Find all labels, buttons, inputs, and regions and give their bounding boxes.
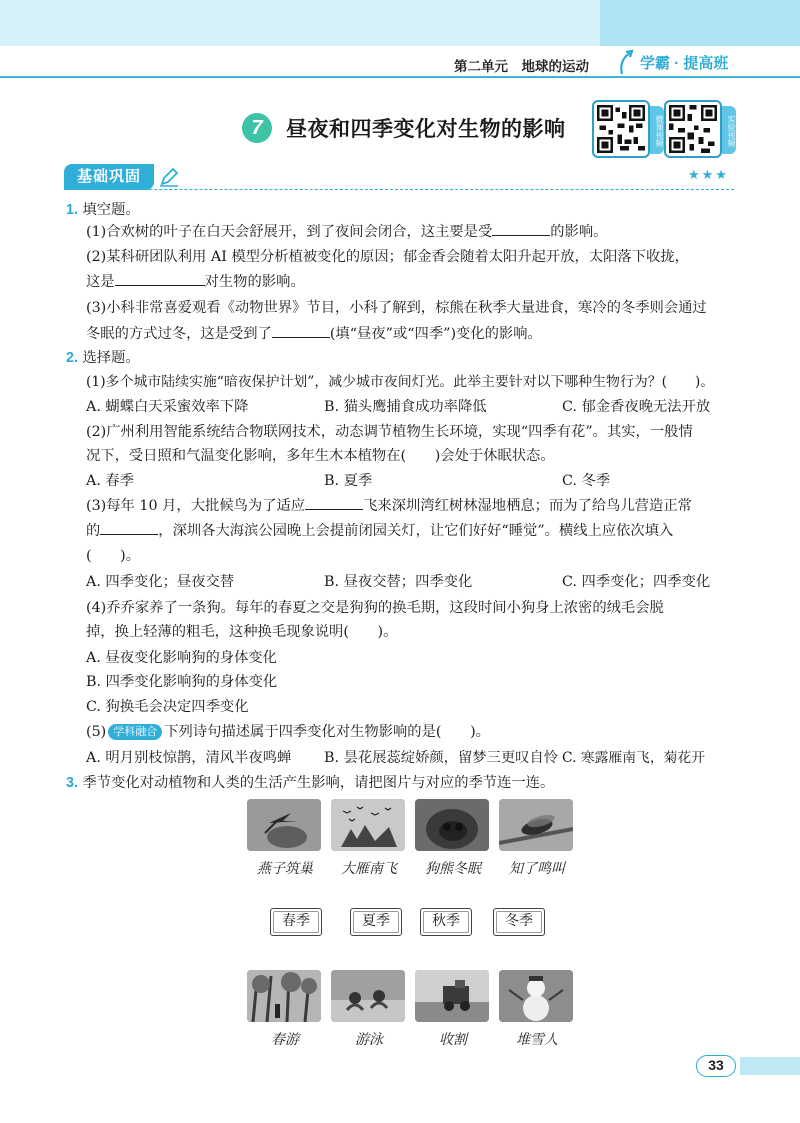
- text: 的: [86, 523, 101, 539]
- q2-sub2-option-a[interactable]: A. 春季: [86, 473, 135, 489]
- q2-sub3-option-a[interactable]: A. 四季变化；昼夜交替: [86, 574, 235, 590]
- q2-sub4-stem-2: 掉，换上轻薄的粗毛，这种换毛现象说明( )。: [86, 624, 398, 640]
- qr-code-icon: [597, 105, 645, 153]
- text: (1)合欢树的叶子在白天会舒展开，到了夜间会闭合，这主要是受: [86, 224, 493, 240]
- q2-sub4-stem-1: (4)乔乔家养了一条狗。每年的春夏之交是狗狗的换毛期，这段时间小狗身上浓密的绒毛会脱: [86, 600, 664, 616]
- text: 下列诗句描述属于四季变化对生物影响的是( )。: [164, 724, 490, 740]
- q1-line-4: (3)小科非常喜爱观看《动物世界》节目，小科了解到，棕熊在秋季大量进食，寒冷的冬季则会通过: [86, 300, 707, 316]
- pencil-icon: [158, 166, 180, 188]
- q2-sub2-option-b[interactable]: B. 夏季: [324, 473, 373, 489]
- question-1-header: [66, 200, 140, 220]
- spring-outing-image: [247, 970, 321, 1022]
- answer-blank[interactable]: [100, 521, 158, 535]
- q1-line-2: (2)某科研团队利用 AI 模型分析植被变化的原因；郁金香会随着太阳升起开放，太阳落下收拢，: [86, 249, 689, 265]
- q2-sub1-option-a[interactable]: A. 蝴蝶白天采蜜效率下降: [86, 399, 249, 415]
- swallow-image: [247, 799, 321, 851]
- caption-cicada: 知了鸣叫: [509, 861, 565, 877]
- brand-text: 学霸 · 提高班: [640, 54, 729, 72]
- q2-sub3-option-b[interactable]: B. 昼夜交替；四季变化: [324, 574, 473, 590]
- q1-line-1: [86, 222, 607, 242]
- season-winter[interactable]: 冬季: [493, 908, 545, 936]
- question-title: 季节变化对动植物和人类的生活产生影响，请把图片与对应的季节连一连。: [82, 775, 555, 791]
- qr-tab-experiment: 实验视频: [722, 106, 736, 154]
- photo-geese-south[interactable]: [331, 799, 405, 851]
- q1-line-5: [86, 324, 542, 344]
- qr-tab-micro-lesson: 微课视频: [650, 106, 664, 154]
- difficulty-stars: ★★★: [688, 168, 729, 183]
- photo-swimming[interactable]: [331, 970, 405, 1022]
- geese-image: [331, 799, 405, 851]
- q1-line-3: [86, 272, 305, 292]
- answer-blank[interactable]: [492, 222, 550, 236]
- unit-label: 第二单元 地球的运动: [454, 59, 589, 74]
- page-number-band: [740, 1057, 800, 1075]
- q2-sub4-option-c[interactable]: C. 狗换毛会决定四季变化: [86, 699, 249, 715]
- text: ，深圳各大海滨公园晚上会提前闭园关灯，让它们好好“睡觉”。横线上应依次填入: [158, 523, 674, 539]
- caption-swimming: 游泳: [355, 1032, 383, 1048]
- brand: [616, 48, 728, 76]
- caption-harvest: 收割: [439, 1032, 467, 1048]
- season-autumn[interactable]: 秋季: [420, 908, 472, 936]
- q2-sub5-option-b[interactable]: B. 昙花展蕊绽娇颜，留梦三更叹自怜: [324, 750, 559, 766]
- q2-sub5-option-a[interactable]: A. 明月别枝惊鹊，清风半夜鸣蝉: [86, 750, 292, 766]
- answer-blank[interactable]: [272, 324, 330, 338]
- header-rule: [0, 76, 800, 78]
- text: 冬眠的方式过冬，这是受到了: [86, 326, 272, 342]
- section-divider: [64, 189, 734, 190]
- text: (填“昼夜”或“四季”)变化的影响。: [329, 326, 542, 342]
- caption-snowman: 堆雪人: [516, 1032, 558, 1048]
- question-3-header: [66, 773, 554, 793]
- section-title: 基础巩固: [64, 164, 154, 190]
- q2-sub2-stem-2: 况下，受日照和气温变化影响，多年生木本植物在( )会处于休眠状态。: [86, 448, 555, 464]
- cicada-image: [499, 799, 573, 851]
- question-2-header: [66, 348, 140, 368]
- photo-bear-hibernate[interactable]: [415, 799, 489, 851]
- page-number: 33: [696, 1055, 736, 1077]
- text: 的影响。: [550, 224, 608, 240]
- q2-sub1-option-b[interactable]: B. 猫头鹰捕食成功率降低: [324, 399, 487, 415]
- question-number: 3.: [66, 775, 78, 791]
- photo-swallow-nest[interactable]: [247, 799, 321, 851]
- photo-snowman[interactable]: [499, 970, 573, 1022]
- q2-sub3-stem-3: ( )。: [86, 548, 141, 564]
- text: 这是: [86, 274, 115, 290]
- q2-sub3-stem-1: [86, 496, 692, 516]
- subject-integration-badge: 学科融合: [108, 724, 162, 740]
- text: (5): [86, 724, 107, 740]
- bear-image: [415, 799, 489, 851]
- photo-cicada[interactable]: [499, 799, 573, 851]
- text: 飞来深圳湾红树林湿地栖息；而为了给鸟儿营造正常: [363, 498, 692, 514]
- qr-code-experiment[interactable]: [664, 100, 722, 158]
- q2-sub4-option-b[interactable]: B. 四季变化影响狗的身体变化: [86, 674, 278, 690]
- q2-sub3-option-c[interactable]: C. 四季变化；四季变化: [562, 574, 711, 590]
- q2-sub3-stem-2: [86, 521, 673, 541]
- text: 对生物的影响。: [204, 274, 305, 290]
- question-title: 填空题。: [82, 202, 140, 218]
- photo-harvest[interactable]: [415, 970, 489, 1022]
- caption-geese-south: 大雁南飞: [341, 861, 397, 877]
- answer-blank[interactable]: [115, 272, 205, 286]
- caption-spring-outing: 春游: [271, 1032, 299, 1048]
- season-spring[interactable]: 春季: [270, 908, 322, 936]
- lesson-number-badge: 7: [242, 113, 272, 143]
- answer-blank[interactable]: [305, 496, 363, 510]
- lesson-title: 昼夜和四季变化对生物的影响: [286, 118, 566, 141]
- q2-sub5-option-c[interactable]: C. 寒露雁南飞，菊花开: [562, 750, 706, 766]
- question-number: 2.: [66, 350, 78, 366]
- caption-swallow-nest: 燕子筑巢: [257, 861, 313, 877]
- photo-spring-outing[interactable]: [247, 970, 321, 1022]
- q2-sub2-option-c[interactable]: C. 冬季: [562, 473, 611, 489]
- q2-sub1-option-c[interactable]: C. 郁金香夜晚无法开放: [562, 399, 711, 415]
- caption-bear-hibernate: 狗熊冬眠: [425, 861, 481, 877]
- text: (3)每年 10 月，大批候鸟为了适应: [86, 498, 306, 514]
- header-band-accent: [600, 0, 800, 46]
- q2-sub4-option-a[interactable]: A. 昼夜变化影响狗的身体变化: [86, 650, 277, 666]
- swimming-image: [331, 970, 405, 1022]
- qr-code-micro-lesson[interactable]: [592, 100, 650, 158]
- question-title: 选择题。: [82, 350, 140, 366]
- q2-sub5-stem: [86, 722, 490, 742]
- qr-code-icon: [669, 105, 717, 153]
- harvest-image: [415, 970, 489, 1022]
- q2-sub2-stem-1: (2)广州利用智能系统结合物联网技术，动态调节植物生长环境，实现“四季有花”。其实，一般情: [86, 424, 693, 440]
- brand-arrow-icon: [616, 48, 638, 76]
- q2-sub1-stem: (1)多个城市陆续实施“暗夜保护计划”，减少城市夜间灯光。此举主要针对以下哪种生物行为？( )。: [86, 374, 715, 390]
- season-summer[interactable]: 夏季: [350, 908, 402, 936]
- snowman-image: [499, 970, 573, 1022]
- question-number: 1.: [66, 202, 78, 218]
